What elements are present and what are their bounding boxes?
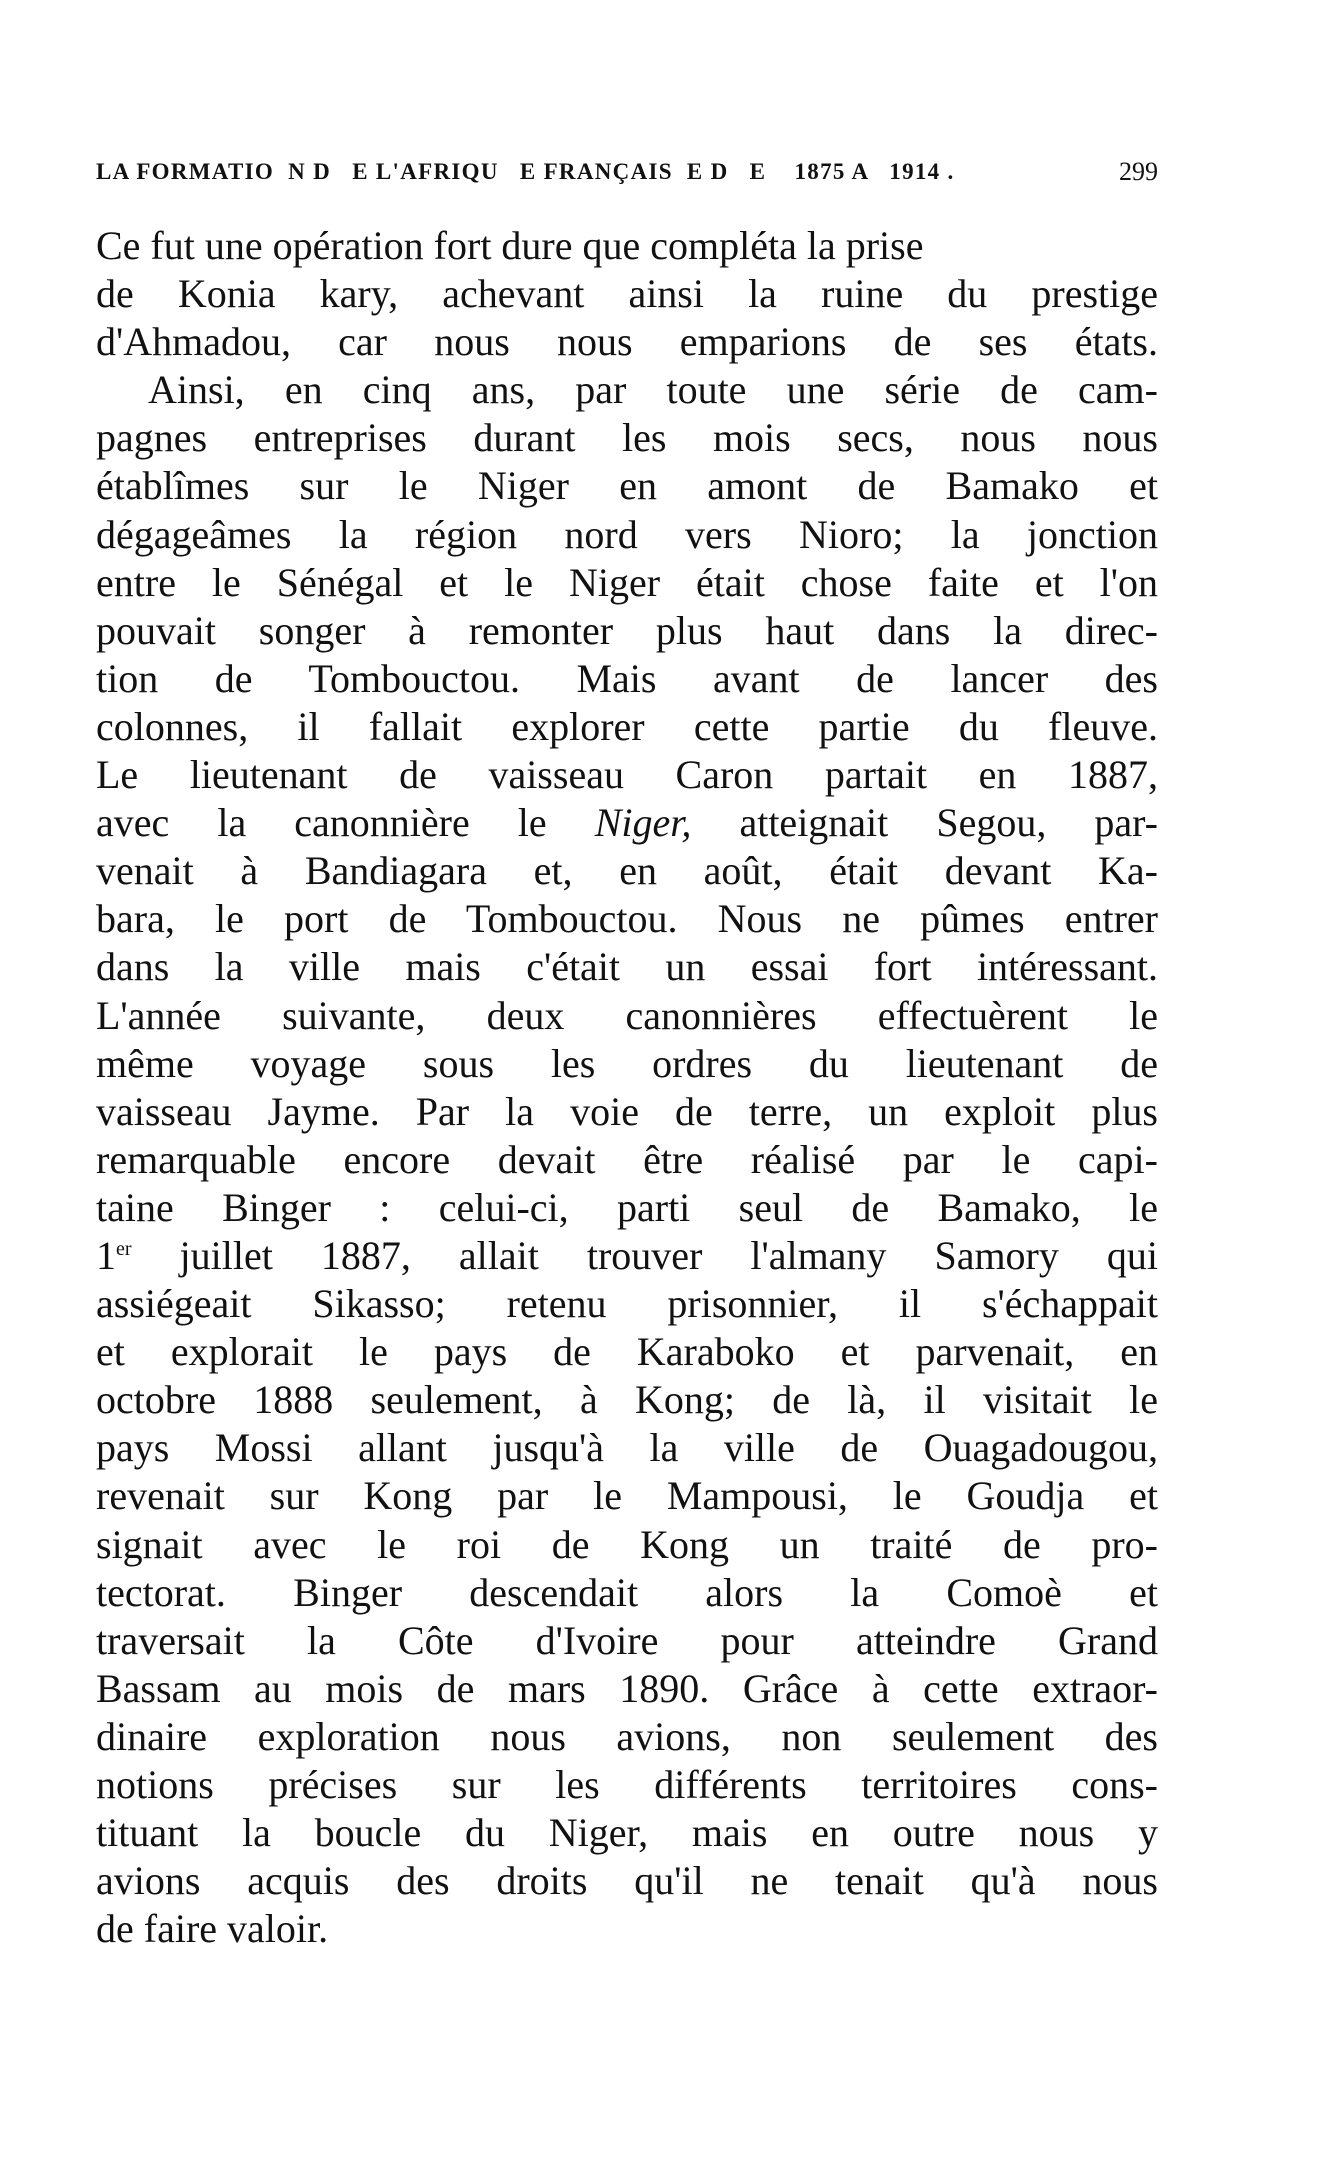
text-line: avions acquis des droits qu'il ne tenait qu'à nous <box>96 1858 1158 1904</box>
text-line: Bassam au mois de mars 1890. Grâce à cette extraor- <box>96 1665 1158 1711</box>
text-line-with-superscript <box>96 1232 1158 1280</box>
line-text-after: atteignait Segou, par- <box>691 800 1158 846</box>
running-head <box>96 154 1158 190</box>
paragraph-first-line: Ainsi, en cinq ans, par toute une série de cam- <box>148 367 1158 413</box>
text-line: entre le Sénégal et le Niger était chose faite et l'on <box>96 559 1158 605</box>
line-text-after: juillet 1887, allait trouver l'almany Samory qui <box>131 1232 1158 1278</box>
text-line: dégageâmes la région nord vers Nioro; la jonction <box>96 511 1158 557</box>
text-line: d'Ahmadou, car nous nous emparions de ses états. <box>96 319 1158 365</box>
text-line: Le lieutenant de vaisseau Caron partait en 1887, <box>96 752 1158 798</box>
text-line: remarquable encore devait être réalisé par le capi- <box>96 1136 1158 1182</box>
text-line: octobre 1888 seulement, à Kong; de là, il visitait le <box>96 1377 1158 1423</box>
text-line: même voyage sous les ordres du lieutenant de <box>96 1040 1158 1086</box>
text-line-with-italic <box>96 799 1158 847</box>
text-line: notions précises sur les différents territoires cons- <box>96 1762 1158 1807</box>
text-line: bara, le port de Tombouctou. Nous ne pûmes entrer <box>96 896 1158 942</box>
body-text <box>96 222 1158 1953</box>
text-line: traversait la Côte d'Ivoire pour atteindre Grand <box>96 1617 1158 1663</box>
text-line: pouvait songer à remonter plus haut dans la direc- <box>96 607 1158 653</box>
text-line: L'année suivante, deux canonnières effectuèrent le <box>96 992 1158 1038</box>
text-line: dinaire exploration nous avions, non seulement des <box>96 1713 1158 1759</box>
ship-name-italic: Niger, <box>594 800 692 846</box>
text-line: pagnes entreprises durant les mois secs, nous nous <box>96 415 1158 461</box>
text-line: de Konia kary, achevant ainsi la ruine du prestige <box>96 271 1158 317</box>
text-line: dans la ville mais c'était un essai fort intéressant. <box>96 944 1158 990</box>
text-line: vaisseau Jayme. Par la voie de terre, un exploit plus <box>96 1088 1158 1134</box>
text-line: tituant la boucle du Niger, mais en outre nous y <box>96 1810 1158 1856</box>
ordinal-superscript: er <box>116 1237 132 1260</box>
text-line: colonnes, il fallait explorer cette partie du fleuve. <box>96 703 1158 749</box>
line-text-before: 1 <box>96 1232 116 1278</box>
text-line: signait avec le roi de Kong un traité de pro- <box>96 1521 1158 1567</box>
text-line: taine Binger : celui-ci, parti seul de Bamako, le <box>96 1184 1158 1230</box>
paragraph-last-line: de faire valoir. <box>96 1906 329 1952</box>
text-line: tectorat. Binger descendait alors la Comoè et <box>96 1569 1158 1615</box>
text-line: revenait sur Kong par le Mampousi, le Goudja et <box>96 1473 1158 1519</box>
text-line: pays Mossi allant jusqu'à la ville de Ouagadougou, <box>96 1425 1158 1471</box>
page-number: 299 <box>1119 157 1158 186</box>
line-text-before: avec la canonnière le <box>96 800 595 846</box>
text-line: Ce fut une opération fort dure que compléta la prise <box>96 223 924 268</box>
text-line: et explorait le pays de Karaboko et parvenait, en <box>96 1329 1158 1375</box>
text-line: venait à Bandiagara et, en août, était devant Ka- <box>96 848 1158 894</box>
text-line: tion de Tombouctou. Mais avant de lancer des <box>96 655 1158 701</box>
text-line: établîmes sur le Niger en amont de Bamako et <box>96 463 1158 509</box>
text-line: assiégeait Sikasso; retenu prisonnier, il s'échappait <box>96 1281 1158 1327</box>
running-head-title: LA FORMATIO N D E L'AFRIQU E FRANÇAIS E D E 1875 A 1914 . <box>96 159 955 184</box>
